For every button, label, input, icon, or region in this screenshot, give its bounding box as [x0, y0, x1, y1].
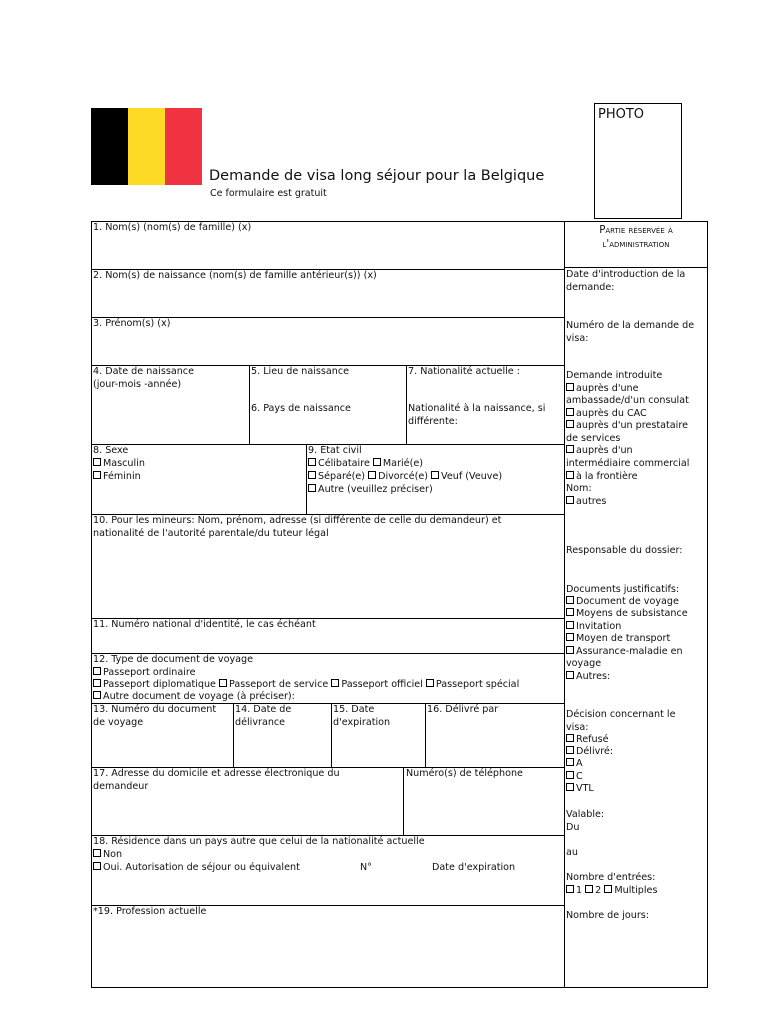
checkbox[interactable] [331, 679, 339, 687]
page-subtitle: Ce formulaire est gratuit [210, 188, 327, 199]
admin-docs-opt2[interactable]: Moyens de subsistance [566, 608, 688, 621]
flag-yellow-band [128, 108, 165, 185]
page-title: Demande de visa long séjour pour la Belgique [209, 168, 545, 184]
col-divider [306, 444, 307, 514]
admin-decision-label: Décision concernant le [566, 709, 676, 720]
checkbox[interactable] [566, 621, 574, 629]
permit-number-label: N° [360, 862, 372, 873]
checkbox[interactable] [93, 691, 101, 699]
admin-number-label: Numéro de la demande de [566, 320, 695, 331]
admin-intro-opt3-cont: de services [566, 433, 621, 444]
admin-date-label: Date d'introduction de la [566, 269, 686, 280]
visa-form [91, 221, 708, 988]
field-8-label: 8. Sexe [93, 445, 129, 456]
checkbox[interactable] [93, 458, 101, 466]
field-19-label: *19. Profession actuelle [93, 906, 207, 917]
admin-decision-opt1[interactable]: Refusé [566, 734, 609, 747]
checkbox[interactable] [566, 746, 574, 754]
admin-docs-opt4[interactable]: Moyen de transport [566, 633, 670, 646]
admin-docs-label: Documents justificatifs: [566, 584, 680, 595]
field-3-label: 3. Prénom(s) (x) [93, 318, 171, 329]
field-4-format: (jour-mois -année) [93, 379, 182, 390]
admin-valid-from-label: Du [566, 822, 580, 833]
photo-box [594, 103, 682, 219]
checkbox[interactable] [93, 471, 101, 479]
admin-intro-opt1[interactable]: auprès d'une [566, 383, 639, 396]
field-4-label: 4. Date de naissance [93, 366, 194, 377]
admin-intro-opt5[interactable]: à la frontière [566, 471, 638, 484]
admin-valid-to-label: au [566, 847, 578, 858]
admin-responsible-label: Responsable du dossier: [566, 545, 683, 556]
admin-intro-opt4-cont: intermédiaire commercial [566, 458, 690, 469]
sex-male-option[interactable]: Masculin [93, 458, 145, 471]
field-10-label-cont: nationalité de l'autorité parentale/du tuteur légal [93, 528, 329, 539]
checkbox[interactable] [308, 471, 316, 479]
checkbox[interactable] [566, 596, 574, 604]
checkbox[interactable] [566, 885, 574, 893]
admin-days-label: Nombre de jours: [566, 910, 649, 921]
checkbox[interactable] [566, 633, 574, 641]
col-divider [331, 703, 332, 767]
checkbox[interactable] [93, 862, 101, 870]
checkbox[interactable] [93, 679, 101, 687]
checkbox[interactable] [368, 471, 376, 479]
admin-decision-opt2[interactable]: Délivré: [566, 746, 613, 759]
col-divider [233, 703, 234, 767]
checkbox[interactable] [566, 771, 574, 779]
sex-female-option[interactable]: Féminin [93, 471, 141, 484]
residence-no-option[interactable]: Non [93, 849, 122, 862]
photo-label: PHOTO [598, 107, 645, 122]
field-16-label: 16. Délivré par [427, 704, 499, 715]
checkbox[interactable] [604, 885, 612, 893]
field-14-label: 14. Date de [235, 704, 292, 715]
admin-decision-opt5[interactable]: VTL [566, 783, 594, 796]
field-6-label: 6. Pays de naissance [251, 403, 351, 414]
checkbox[interactable] [566, 646, 574, 654]
doc-type-row-1[interactable]: Passeport ordinaire [93, 667, 196, 680]
admin-intro-opt4[interactable]: auprès d'un [566, 445, 633, 458]
field-14-label-cont: délivrance [235, 717, 286, 728]
civil-status-row-2[interactable]: Séparé(e) Divorcé(e) Veuf (Veuve) [308, 471, 502, 484]
col-divider [249, 365, 250, 444]
checkbox[interactable] [93, 849, 101, 857]
admin-column-divider [564, 222, 565, 987]
checkbox[interactable] [566, 783, 574, 791]
admin-header-cont: l'administration [602, 239, 670, 250]
field-7b-label: Nationalité à la naissance, si [408, 403, 546, 414]
doc-type-row-3[interactable]: Autre document de voyage (à préciser): [93, 691, 295, 704]
admin-number-label-cont: visa: [566, 333, 589, 344]
field-7-label: 7. Nationalité actuelle : [408, 366, 520, 377]
checkbox[interactable] [566, 420, 574, 428]
admin-entries-label: Nombre d'entrées: [566, 872, 656, 883]
checkbox[interactable] [566, 671, 574, 679]
field-15-label-cont: d'expiration [333, 717, 391, 728]
field-12-label: 12. Type de document de voyage [93, 654, 254, 665]
field-5-label: 5. Lieu de naissance [251, 366, 350, 377]
admin-intro-opt1-cont: ambassade/d'un consulat [566, 395, 689, 406]
admin-decision-opt4[interactable]: C [566, 771, 583, 784]
residence-yes-option[interactable]: Oui. Autorisation de séjour ou équivalent [93, 862, 300, 875]
doc-type-row-2[interactable]: Passeport diplomatique Passeport de service Passeport officiel Passeport spécial [93, 679, 519, 692]
checkbox[interactable] [308, 458, 316, 466]
checkbox[interactable] [566, 758, 574, 766]
admin-header-divider [564, 267, 708, 268]
admin-valid-label: Valable: [566, 809, 605, 820]
field-2-label: 2. Nom(s) de naissance (nom(s) de famille antérieur(s)) (x) [93, 270, 377, 281]
permit-expiry-label: Date d'expiration [432, 862, 516, 873]
admin-decision-label-cont: visa: [566, 722, 589, 733]
admin-docs-opt1[interactable]: Document de voyage [566, 596, 679, 609]
col-divider [406, 365, 407, 444]
civil-status-row-1[interactable]: Célibataire Marié(e) [308, 458, 423, 471]
checkbox[interactable] [373, 458, 381, 466]
checkbox[interactable] [566, 608, 574, 616]
field-10-label: 10. Pour les mineurs: Nom, prénom, adresse (si différente de celle du demandeur) et [93, 515, 502, 526]
checkbox[interactable] [585, 885, 593, 893]
field-15-label: 15. Date [333, 704, 375, 715]
checkbox[interactable] [219, 679, 227, 687]
field-17-label-cont: demandeur [93, 781, 149, 792]
checkbox[interactable] [566, 471, 574, 479]
admin-docs-opt5-cont: voyage [566, 658, 602, 669]
field-17-label: 17. Adresse du domicile et adresse électronique du [93, 768, 340, 779]
admin-docs-opt3[interactable]: Invitation [566, 621, 621, 634]
admin-decision-opt3[interactable]: A [566, 758, 583, 771]
checkbox[interactable] [566, 408, 574, 416]
admin-intro-opt3[interactable]: auprès d'un prestataire [566, 420, 688, 433]
civil-status-row-3[interactable]: Autre (veuillez préciser) [308, 484, 433, 497]
checkbox[interactable] [566, 734, 574, 742]
admin-docs-opt6[interactable]: Autres: [566, 671, 610, 684]
phone-label: Numéro(s) de téléphone [406, 768, 523, 779]
field-7b-label-cont: différente: [408, 416, 458, 427]
checkbox[interactable] [426, 679, 434, 687]
admin-intro-opt6[interactable]: autres [566, 496, 606, 509]
field-13-label-cont: de voyage [93, 717, 144, 728]
admin-entries-options[interactable]: 1 2 Multiples [566, 885, 657, 898]
admin-header: Partie réservée à [599, 225, 673, 236]
admin-docs-opt5[interactable]: Assurance-maladie en [566, 646, 683, 659]
admin-intro-nom: Nom: [566, 483, 592, 494]
field-13-label: 13. Numéro du document [93, 704, 217, 715]
field-1-label: 1. Nom(s) (nom(s) de famille) (x) [93, 222, 252, 233]
checkbox[interactable] [93, 667, 101, 675]
col-divider [425, 703, 426, 767]
checkbox[interactable] [431, 471, 439, 479]
flag-black-band [91, 108, 128, 185]
admin-intro-label: Demande introduite [566, 370, 663, 381]
col-divider [403, 767, 404, 835]
checkbox[interactable] [566, 496, 574, 504]
checkbox[interactable] [566, 445, 574, 453]
admin-intro-opt2[interactable]: auprès du CAC [566, 408, 647, 421]
belgian-flag [91, 108, 202, 185]
checkbox[interactable] [566, 383, 574, 391]
field-18-label: 18. Résidence dans un pays autre que celui de la nationalité actuelle [93, 836, 425, 847]
admin-date-label-cont: demande: [566, 282, 615, 293]
checkbox[interactable] [308, 484, 316, 492]
field-9-label: 9. État civil [308, 445, 362, 456]
flag-red-band [165, 108, 202, 185]
field-11-label: 11. Numéro national d'identité, le cas échéant [93, 619, 316, 630]
